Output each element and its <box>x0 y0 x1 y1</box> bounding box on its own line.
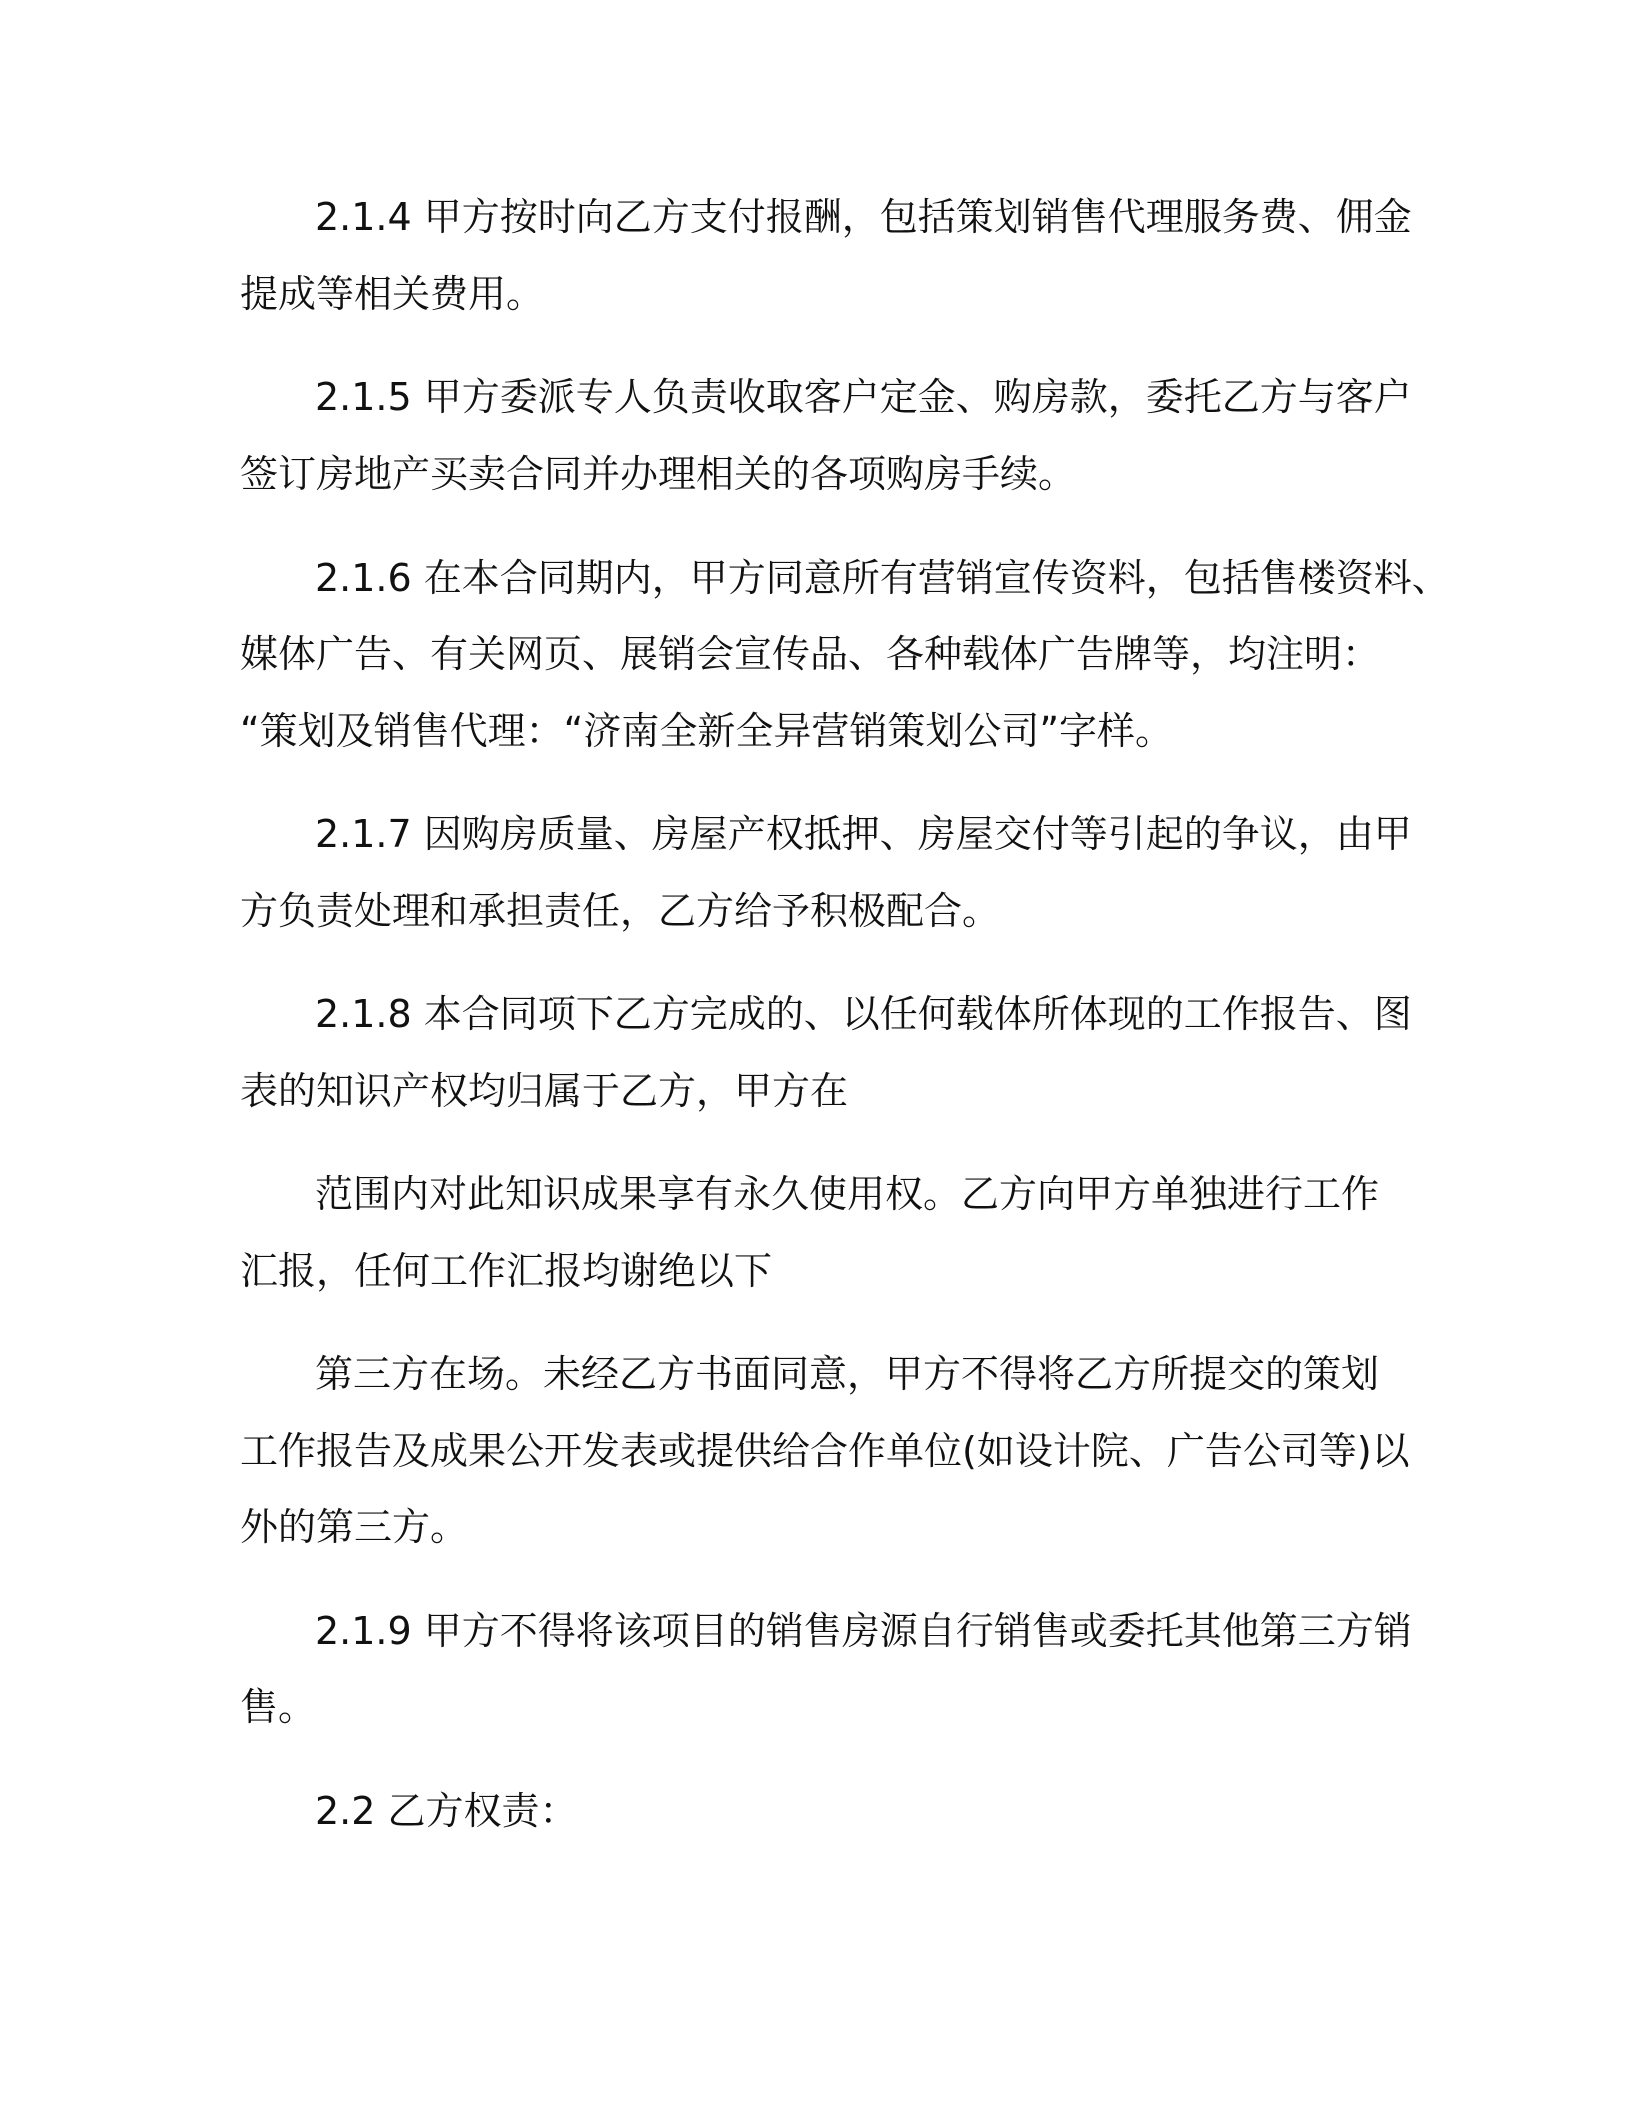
text-line: 2.1.6 在本合同期内，甲方同意所有营销宣传资料，包括售楼资料、 <box>315 556 1450 600</box>
text-line: 2.1.4 甲方按时向乙方支付报酬，包括策划销售代理服务费、佣金 <box>315 195 1412 239</box>
text-line: 2.1.5 甲方委派专人负责收取客户定金、购房款，委托乙方与客户 <box>315 375 1412 419</box>
text-line: 媒体广告、有关网页、展销会宣传品、各种载体广告牌等，均注明： <box>240 632 1381 676</box>
text-line: 售。 <box>240 1685 317 1729</box>
text-line: 2.1.9 甲方不得将该项目的销售房源自行销售或委托其他第三方销 <box>315 1609 1412 1653</box>
section-heading: 2.2 乙方权责： <box>315 1789 578 1833</box>
text-line: 汇报，任何工作汇报均谢绝以下 <box>240 1249 773 1293</box>
text-line: 外的第三方。 <box>240 1505 469 1549</box>
text-line: “策划及销售代理：“济南全新全异营销策划公司”字样。 <box>240 709 1174 753</box>
text-line: 2.1.7 因购房质量、房屋产权抵押、房屋交付等引起的争议，由甲 <box>315 812 1412 856</box>
text-line: 表的知识产权均归属于乙方，甲方在 <box>240 1069 849 1113</box>
text-line: 工作报告及成果公开发表或提供给合作单位(如设计院、广告公司等)以 <box>240 1429 1410 1473</box>
text-line: 2.1.8 本合同项下乙方完成的、以任何载体所体现的工作报告、图 <box>315 992 1412 1036</box>
text-line: 签订房地产买卖合同并办理相关的各项购房手续。 <box>240 452 1077 496</box>
text-line: 第三方在场。未经乙方书面同意，甲方不得将乙方所提交的策划 <box>315 1352 1380 1396</box>
text-line: 方负责处理和承担责任，乙方给予积极配合。 <box>240 889 1001 933</box>
text-line: 提成等相关费用。 <box>240 272 545 316</box>
text-line: 范围内对此知识成果享有永久使用权。乙方向甲方单独进行工作 <box>315 1172 1380 1216</box>
